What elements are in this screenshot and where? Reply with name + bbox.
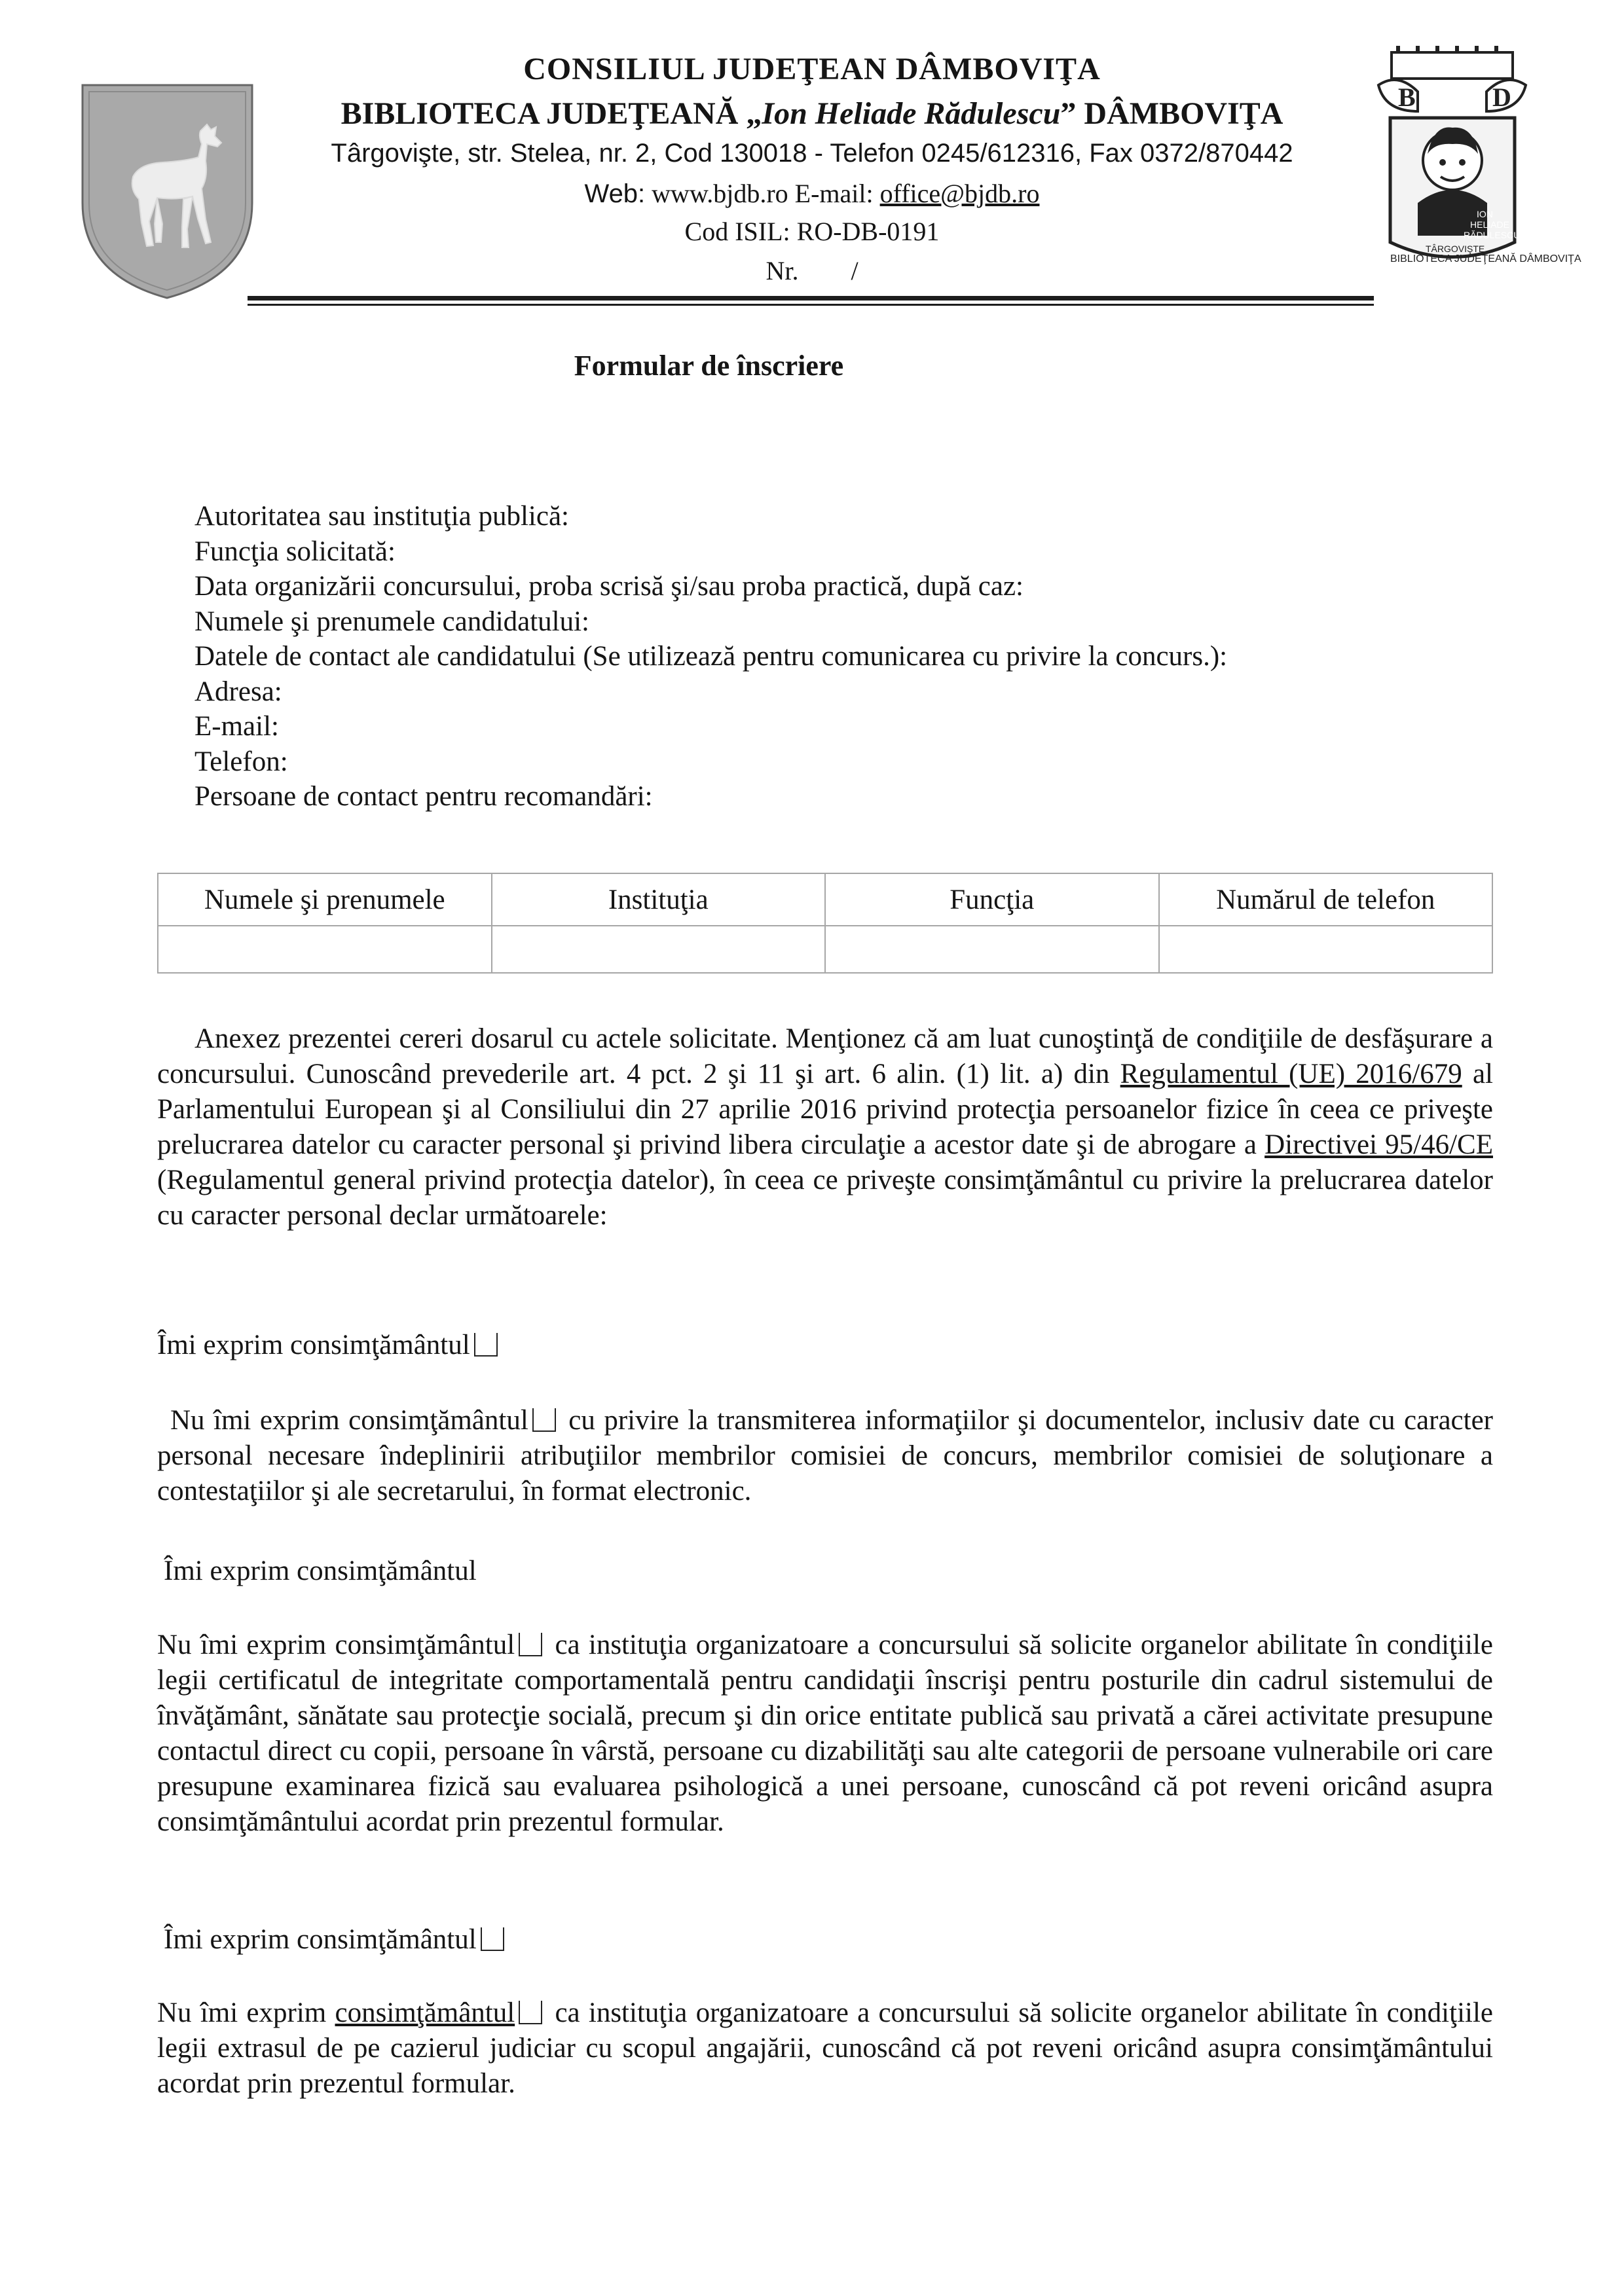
consent-disagree-checkbox-1[interactable] [532,1408,556,1432]
field-references: Persoane de contact pentru recomandări: [194,781,653,812]
cell-name[interactable] [158,926,492,973]
emblem-name-line3: RĂDULESCU [1464,230,1521,240]
consent-electronic-text: cu privire la transmiterea informaţiilor şi documentelor, inclusiv date cu caracter personal necesare îndeplinirii atribuţiilor membrilor comisiei de concurs, membrilor comisiei de soluţionare a contestaţiilor şi ale secretarului, în format electronic. [157,1405,1493,1506]
consent-agree-checkbox-1[interactable] [474,1333,498,1357]
field-authority: Autoritatea sau instituţia publică: [194,501,569,532]
consent-electronic-agree [157,1329,502,1361]
emblem-name-line1: ION [1477,209,1493,219]
table-row [158,926,1492,973]
header-divider [248,296,1374,301]
consent-disagree-checkbox-2[interactable] [519,1633,542,1656]
svg-text:B: B [1398,82,1416,112]
library-name-suffix: ” DÂMBOVIŢA [1060,96,1283,131]
col-header-institution: Instituţia [492,873,826,926]
field-position: Funcţia solicitată: [194,536,396,567]
registration-number: Nr. / [766,256,858,285]
col-header-function: Funcţia [825,873,1159,926]
consent-disagree-label-3-prefix: Nu îmi exprim [157,1997,335,2028]
header-divider-thin [248,304,1374,306]
cell-institution[interactable] [492,926,826,973]
cell-function[interactable] [825,926,1159,973]
form-title: Formular de înscriere [574,350,844,382]
field-email: E-mail: [194,711,279,742]
col-header-name: Numele şi prenumele [158,873,492,926]
web-label: Web: [584,179,646,208]
consent-disagree-label-1: Nu îmi exprim consimţământul [170,1405,528,1436]
consent-agree-label-2: Îmi exprim consimţământul [164,1556,477,1586]
library-name [196,96,1428,132]
field-candidate-name: Numele şi prenumele candidatului: [194,606,590,637]
regulation-link[interactable]: Regulamentul (UE) 2016/679 [1120,1059,1462,1089]
directive-link[interactable]: Directivei 95/46/CE [1264,1129,1493,1160]
library-name-person: Ion Heliade Rădulescu [762,96,1061,131]
consent-integrity-paragraph [157,1628,1493,1840]
emblem-city-text: TÂRGOVIŞTE [1426,244,1485,254]
consent-integrity-text: ca instituţia organizatoare a concursului să solicite organelor abilitate în condiţiile legii certificatul de integritate comportamentală pentru candidaţii înscrişi pentru posturile din cadrul sistemului de învăţământ, sănătate sau protecţie socială, precum şi din orice entitate publică sau privată a cărei activitate presupune contactul direct cu copii, persoane în vârstă, persoane cu dizabilităţi sau alte categorii de persoane vulnerabile ori care presupune examinarea fizică sau evaluarea psihologică a unei persoane, cunoscând că pot reveni oricând asupra consimţământului acordat prin prezentul formular. [157,1630,1493,1837]
cell-phone[interactable] [1159,926,1493,973]
declaration-text-2: al Parlamentului European şi al Consiliului din 27 aprilie 2016 privind protecţia persoanelor fizice în ceea ce priveşte prelucrarea datelor cu caracter personal şi privind libera circulaţie a acestor date şi de abrogare a [157,1059,1493,1160]
consent-criminal-record-text: ca instituţia organizatoare a concursului să solicite organelor abilitate în condiţiile legii extrasul de pe cazierul judiciar cu scopul angajării, cunoscând că pot reveni oricând asupra consimţământului acordat prin prezentul formular. [157,1997,1493,2099]
emblem-ring-text: BIBLIOTECA JUDEŢEANĂ DÂMBOVIŢA [1390,253,1581,264]
consent-criminal-record-agree [164,1923,508,1956]
emblem-name-line2: HELIADE [1470,219,1509,230]
web-email-line [196,178,1428,209]
field-exam-date: Data organizării concursului, proba scrisă şi/sau proba practică, după caz: [194,571,1024,602]
consent-disagree-checkbox-3[interactable] [519,2001,542,2024]
col-header-phone: Numărul de telefon [1159,873,1493,926]
council-name: CONSILIUL JUDEŢEAN DÂMBOVIŢA [523,52,1101,86]
consent-integrity-agree [164,1555,477,1587]
consent-agree-label-3: Îmi exprim consimţământul [164,1924,477,1955]
consent-disagree-label-2: Nu îmi exprim consimţământul [157,1630,515,1660]
isil-code: Cod ISIL: RO-DB-0191 [684,217,940,246]
field-contact-data: Datele de contact ale candidatului (Se utilizează pentru comunicarea cu privire la concurs.): [194,641,1228,672]
consent-disagree-label-3: consimţământul [335,1997,515,2028]
table-header-row [158,873,1492,926]
email-label: E-mail: [794,179,874,208]
candidate-fields [194,499,1471,814]
references-table [157,873,1493,974]
declaration-text-1: Anexez prezentei cereri dosarul cu actele solicitate. Menţionez că am luat cunoştinţă de condiţiile de desfăşurare a concursului. Cunoscând prevederile art. 4 pct. 2 şi 11 şi art. 6 alin. (1) lit. a) din [157,1023,1493,1089]
svg-text:D: D [1492,82,1511,112]
consent-agree-label-1: Îmi exprim consimţământul [157,1330,470,1360]
field-phone: Telefon: [194,746,288,777]
consent-electronic-paragraph [157,1403,1493,1509]
declaration-text-3: (Regulamentul general privind protecţia datelor), în ceea ce priveşte consimţământul cu privire la prelucrarea datelor cu caracter personal declar următoarele: [157,1165,1493,1231]
website-link[interactable]: www.bjdb.ro [652,179,788,208]
gdpr-declaration-paragraph [157,1021,1493,1233]
email-link[interactable]: office@bjdb.ro [879,179,1040,208]
library-name-prefix: BIBLIOTECA JUDEŢEANĂ „ [341,96,762,131]
consent-criminal-record-paragraph [157,1995,1493,2102]
field-address: Adresa: [194,676,282,707]
library-address: Târgovişte, str. Stelea, nr. 2, Cod 130018 - Telefon 0245/612316, Fax 0372/870442 [331,139,1293,168]
consent-agree-checkbox-3[interactable] [481,1927,504,1951]
